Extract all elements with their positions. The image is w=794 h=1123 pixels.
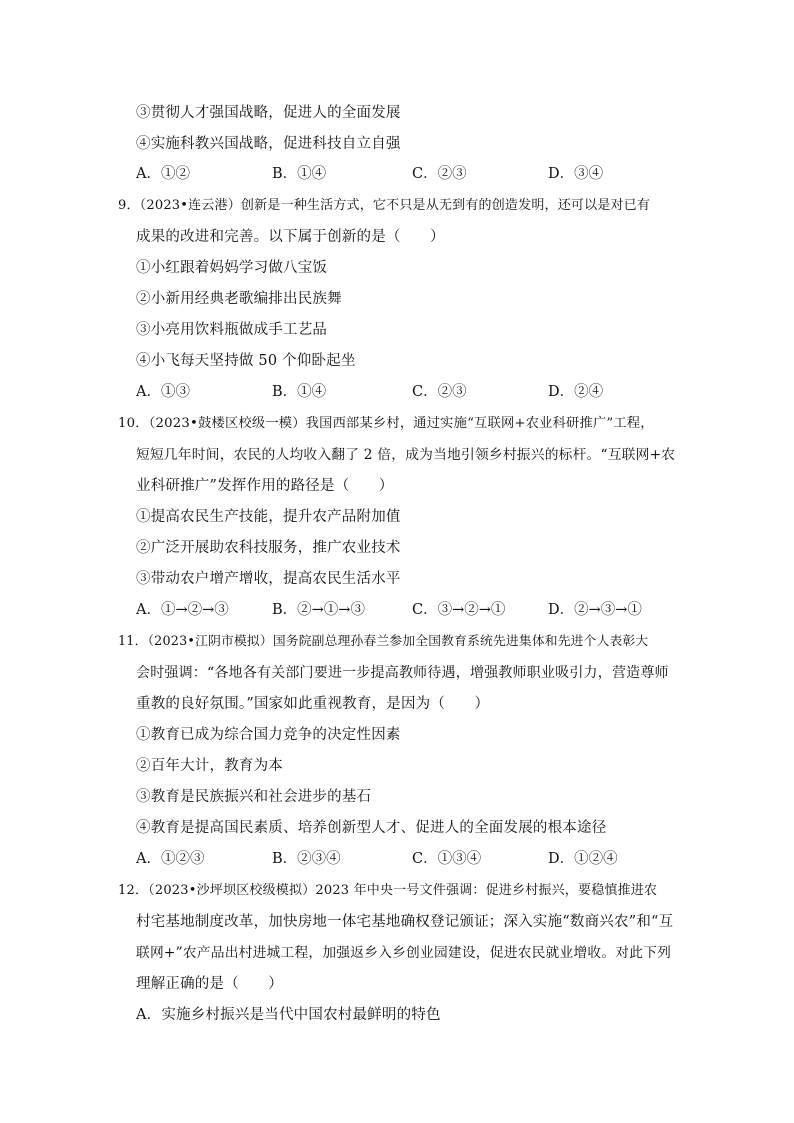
q11-item-4: ④教育是提高国民素质、培养创新型人才、促进人的全面发展的根本途径 xyxy=(136,820,607,836)
q8-item-4: ④实施科教兴国战略，促进科技自立自强 xyxy=(136,136,401,152)
q8-option-b: B．①④ xyxy=(272,166,327,182)
q10-item-1: ①提高农民生产技能，提升农产品附加值 xyxy=(136,509,401,525)
q9-item-4: ④小飞每天坚持做 50 个仰卧起坐 xyxy=(136,353,356,369)
q9-stem-line-1: 9．（2023•连云港）创新是一种生活方式，它不只是从无到有的创造发明，还可以是对已有 xyxy=(118,198,651,213)
q11-option-c: C．①③④ xyxy=(412,851,482,867)
q9-option-c: C．②③ xyxy=(412,384,467,400)
q12-stem-line-4: 理解正确的是（ ） xyxy=(136,976,283,992)
q11-option-d: D．①②④ xyxy=(548,851,618,867)
q10-stem-line-3: 业科研推广”发挥作用的路径是（ ） xyxy=(136,478,394,494)
q10-option-a: A．①→②→③ xyxy=(136,602,229,618)
q11-item-1: ①教育已成为综合国力竞争的决定性因素 xyxy=(136,727,401,743)
q9-option-a: A．①③ xyxy=(136,384,190,400)
q9-item-3: ③小亮用饮料瓶做成手工艺品 xyxy=(136,322,328,338)
q8-option-c: C．②③ xyxy=(412,166,467,182)
q9-option-b: B．①④ xyxy=(272,384,327,400)
q11-stem-line-3: 重教的良好氛围。”国家如此重视教育，是因为（ ） xyxy=(136,696,490,712)
q8-item-3: ③贯彻人才强国战略，促进人的全面发展 xyxy=(136,105,401,121)
q8-options xyxy=(136,164,696,184)
q11-option-a: A．①②③ xyxy=(136,851,205,867)
q10-stem-line-2: 短短几年时间，农民的人均收入翻了 2 倍，成为当地引领乡村振兴的标杆。“互联网+农 xyxy=(136,447,676,463)
q9-item-2: ②小新用经典老歌编排出民族舞 xyxy=(136,291,342,307)
q9-stem-line-2: 成果的改进和完善。以下属于创新的是（ ） xyxy=(136,229,445,245)
q9-item-1: ①小红跟着妈妈学习做八宝饭 xyxy=(136,260,328,276)
q9-options xyxy=(136,382,696,402)
q11-item-2: ②百年大计，教育为本 xyxy=(136,758,283,774)
q8-option-a: A．①② xyxy=(136,166,190,182)
q10-stem-line-1: 10．（2023•鼓楼区校级一模）我国西部某乡村，通过实施“互联网+农业科研推广”工程， xyxy=(118,416,654,431)
q10-options xyxy=(136,600,696,620)
q10-item-3: ③带动农户增产增收，提高农民生活水平 xyxy=(136,571,401,587)
q10-item-2: ②广泛开展助农科技服务，推广农业技术 xyxy=(136,540,401,556)
q8-option-d: D．③④ xyxy=(548,166,604,182)
q10-option-b: B．②→①→③ xyxy=(272,602,365,618)
q12-option-a: A．实施乡村振兴是当代中国农村最鲜明的特色 xyxy=(136,1007,441,1023)
q11-option-b: B．②③④ xyxy=(272,851,341,867)
q11-stem-line-2: 会时强调：“各地各有关部门要进一步提高教师待遇，增强教师职业吸引力，营造尊师 xyxy=(136,665,669,681)
q11-stem-line-1: 11．（2023•江阴市模拟）国务院副总理孙春兰参加全国教育系统先进集体和先进个人表彰大 xyxy=(118,634,649,649)
q11-item-3: ③教育是民族振兴和社会进步的基石 xyxy=(136,789,372,805)
q11-options xyxy=(136,849,696,869)
q10-option-d: D．②→③→① xyxy=(548,602,642,618)
q9-option-d: D．②④ xyxy=(548,384,604,400)
q12-stem-line-3: 联网+”农产品出村进城工程，加强返乡入乡创业园建设，促进农民就业增收。对此下列 xyxy=(136,945,672,961)
q10-option-c: C．③→②→① xyxy=(412,602,506,618)
q12-stem-line-1: 12．（2023•沙坪坝区校级模拟）2023 年中央一号文件强调：促进乡村振兴，要稳慎推进农 xyxy=(118,883,658,898)
q12-stem-line-2: 村宅基地制度改革，加快房地一体宅基地确权登记颁证；深入实施“数商兴农”和“互 xyxy=(136,914,674,930)
